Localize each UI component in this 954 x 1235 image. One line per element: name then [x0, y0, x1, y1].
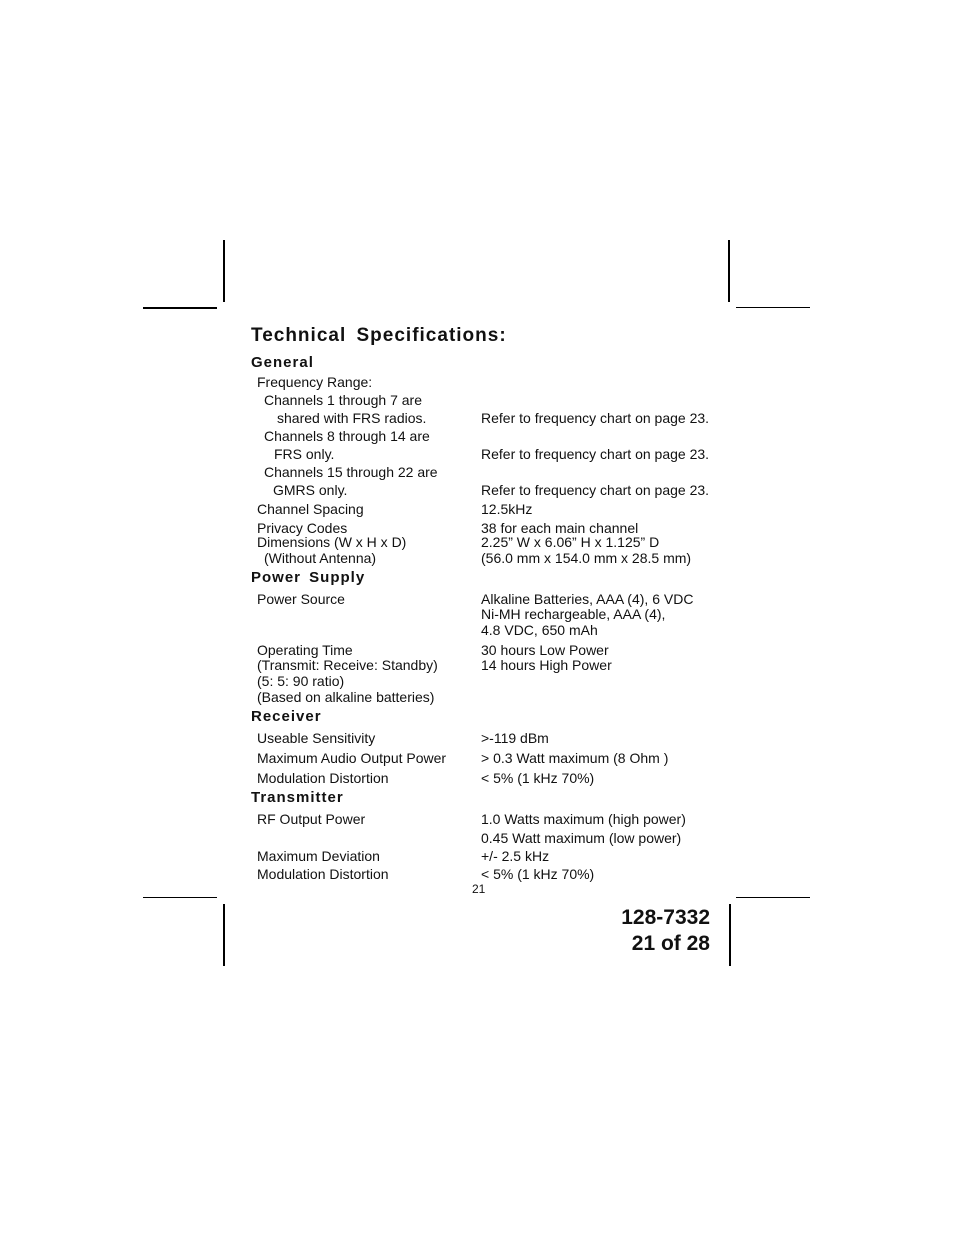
value-receiver-distortion: < 5% (1 kHz 70%) [481, 770, 595, 786]
value-useable-sensitivity: >-119 dBm [481, 730, 549, 746]
label-dimensions-line2: (Without Antenna) [264, 550, 377, 566]
crop-mark-bottom-left-horizontal [143, 897, 217, 898]
value-operating-time-low: 30 hours Low Power [481, 642, 609, 658]
value-channel-spacing: 12.5kHz [481, 501, 533, 517]
document-number: 128-7332 [621, 906, 710, 929]
section-heading-transmitter: Transmitter [251, 789, 344, 806]
label-channels-1-7-line2: shared with FRS radios. [277, 410, 427, 426]
page-title: Technical Specifications: [251, 325, 507, 346]
value-rf-output-low: 0.45 Watt maximum (low power) [481, 830, 682, 846]
label-channels-1-7-line1: Channels 1 through 7 are [264, 392, 422, 408]
label-useable-sensitivity: Useable Sensitivity [257, 730, 376, 746]
value-transmitter-distortion: < 5% (1 kHz 70%) [481, 866, 595, 882]
crop-mark-bottom-right-horizontal [736, 897, 810, 898]
label-rf-output-power: RF Output Power [257, 811, 366, 827]
crop-mark-top-right-horizontal [736, 307, 810, 308]
label-channel-spacing: Channel Spacing [257, 501, 364, 517]
label-transmitter-distortion: Modulation Distortion [257, 866, 389, 882]
value-operating-time-high: 14 hours High Power [481, 657, 612, 673]
crop-mark-top-left-horizontal [143, 307, 217, 309]
document-page-count: 21 of 28 [631, 932, 710, 955]
label-operating-time-ratio: (5: 5: 90 ratio) [257, 673, 345, 689]
value-dimensions-mm: (56.0 mm x 154.0 mm x 28.5 mm) [481, 550, 692, 566]
crop-mark-top-right-vertical [728, 240, 730, 302]
value-channels-1-7: Refer to frequency chart on page 23. [481, 410, 710, 426]
page-number: 21 [472, 882, 486, 896]
value-power-source-alkaline: Alkaline Batteries, AAA (4), 6 VDC [481, 591, 694, 607]
value-channels-8-14: Refer to frequency chart on page 23. [481, 446, 710, 462]
label-max-deviation: Maximum Deviation [257, 848, 380, 864]
value-dimensions-inches: 2.25” W x 6.06” H x 1.125” D [481, 534, 660, 550]
label-dimensions-line1: Dimensions (W x H x D) [257, 534, 407, 550]
value-power-source-nimh: Ni-MH rechargeable, AAA (4), [481, 606, 666, 622]
label-receiver-distortion: Modulation Distortion [257, 770, 389, 786]
label-power-source: Power Source [257, 591, 345, 607]
value-max-deviation: +/- 2.5 kHz [481, 848, 550, 864]
label-frequency-range: Frequency Range: [257, 374, 373, 390]
label-channels-15-22-line2: GMRS only. [273, 482, 348, 498]
section-heading-general: General [251, 354, 314, 371]
value-privacy-codes: 38 for each main channel [481, 520, 639, 536]
value-channels-15-22: Refer to frequency chart on page 23. [481, 482, 710, 498]
label-privacy-codes: Privacy Codes [257, 520, 348, 536]
label-channels-8-14-line1: Channels 8 through 14 are [264, 428, 430, 444]
crop-mark-top-left-vertical [223, 240, 225, 302]
label-channels-8-14-line2: FRS only. [274, 446, 335, 462]
section-heading-receiver: Receiver [251, 708, 322, 725]
value-rf-output-high: 1.0 Watts maximum (high power) [481, 811, 686, 827]
label-operating-time-basis: (Based on alkaline batteries) [257, 689, 435, 705]
section-heading-power-supply: Power Supply [251, 569, 366, 586]
value-max-audio-output: > 0.3 Watt maximum (8 Ohm ) [481, 750, 669, 766]
label-operating-time-mode: (Transmit: Receive: Standby) [257, 657, 438, 673]
crop-mark-bottom-right-vertical [729, 904, 731, 966]
value-power-source-voltage: 4.8 VDC, 650 mAh [481, 622, 598, 638]
label-channels-15-22-line1: Channels 15 through 22 are [264, 464, 438, 480]
label-max-audio-output: Maximum Audio Output Power [257, 750, 447, 766]
crop-mark-bottom-left-vertical [223, 904, 225, 966]
label-operating-time: Operating Time [257, 642, 353, 658]
